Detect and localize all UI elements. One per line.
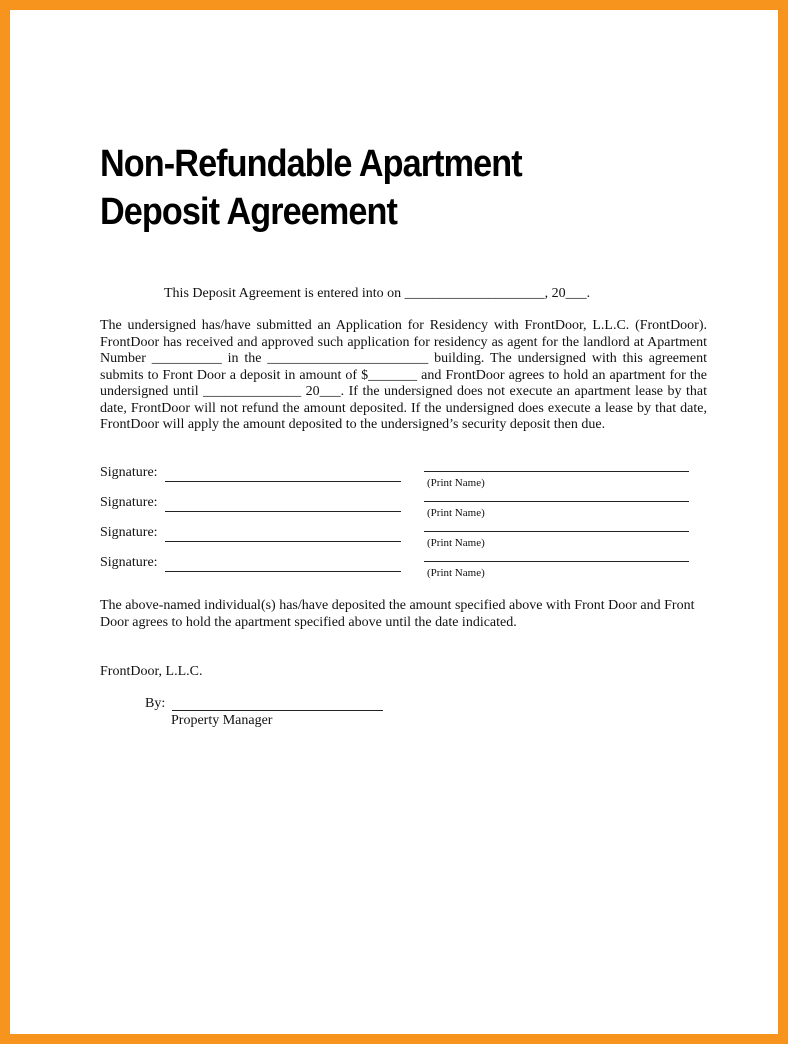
signature-label: Signature: xyxy=(100,495,158,510)
print-name-line[interactable] xyxy=(424,531,689,532)
document-title xyxy=(100,140,522,236)
by-label: By: xyxy=(145,696,166,711)
signature-row-1 xyxy=(100,465,690,495)
print-name-label: (Print Name) xyxy=(427,567,485,579)
title-line-2: Deposit Agreement xyxy=(100,191,397,233)
signature-line[interactable] xyxy=(165,511,401,512)
agreement-body: The undersigned has/have submitted an Application for Residency with FrontDoor, L.L.C. (FrontDoor). FrontDoor has received and approved such application for residency as agent for the landlord at Apartment Number __________ in the _______________________ building. The undersigned with this agreement submits to Front Door a deposit in amount of $_______ and FrontDoor agrees to hold an apartment for the undersigned until ______________ 20___. If the undersigned does not execute an apartment lease by that date, FrontDoor will not refund the amount deposited. If the undersigned does execute a lease by that date, FrontDoor will apply the amount deposited to the undersigned’s security deposit then due. xyxy=(100,318,707,432)
signature-row-2 xyxy=(100,495,690,525)
closing-paragraph: The above-named individual(s) has/have deposited the amount specified above with Front Door and Front Door agrees to hold the apartment specified above until the date indicated. xyxy=(100,598,695,630)
signature-label: Signature: xyxy=(100,555,158,570)
print-name-label: (Print Name) xyxy=(427,477,485,489)
print-name-label: (Print Name) xyxy=(427,537,485,549)
print-name-line[interactable] xyxy=(424,501,689,502)
print-name-label: (Print Name) xyxy=(427,507,485,519)
intro-line: This Deposit Agreement is entered into on ____________________, 20___. xyxy=(164,286,591,301)
signature-label: Signature: xyxy=(100,465,158,480)
signature-line[interactable] xyxy=(165,481,401,482)
signature-row-3 xyxy=(100,525,690,555)
signature-line[interactable] xyxy=(165,541,401,542)
signature-row-4 xyxy=(100,555,690,585)
signature-line[interactable] xyxy=(165,571,401,572)
manager-title: Property Manager xyxy=(171,713,273,728)
title-line-1: Non-Refundable Apartment xyxy=(100,143,522,185)
print-name-line[interactable] xyxy=(424,561,689,562)
document-page xyxy=(10,10,778,1034)
signature-label: Signature: xyxy=(100,525,158,540)
print-name-line[interactable] xyxy=(424,471,689,472)
company-name: FrontDoor, L.L.C. xyxy=(100,664,203,679)
manager-signature-line[interactable] xyxy=(172,710,383,711)
